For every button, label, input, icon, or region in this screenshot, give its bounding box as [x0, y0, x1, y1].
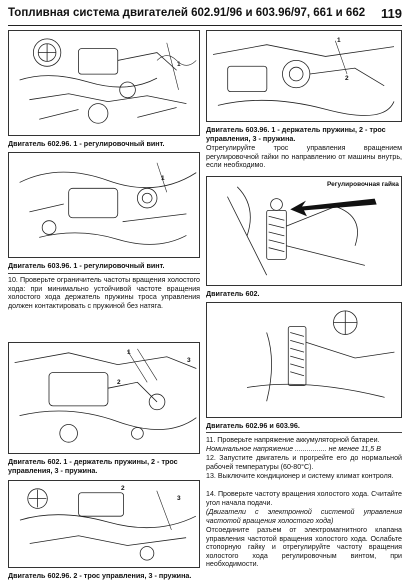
- divider: [8, 273, 200, 274]
- figure-engine-602-96-spring: [8, 480, 200, 568]
- fig5-caption: Двигатель 603.96. 1 - держатель пружины, 2 - трос управления, 3 - пружина.: [206, 125, 386, 143]
- step-13-text: 13. Выключите кондиционер и систему климат контроля.: [206, 472, 394, 480]
- fig6-caption: Двигатель 602.: [206, 289, 260, 298]
- step-14-rest: Отсоедините разъем от электромагнитного клапана управления частотой вращения холостого хода. Ослабьте стопорную гайку и отрегулируйте частоту вращения холостого хода регулировочным винтом, при необходимости.: [206, 526, 402, 569]
- step-11-text: 11. Проверьте напряжение аккумуляторной батареи.: [206, 436, 380, 444]
- figure-engine-603-96-screw: [8, 152, 200, 258]
- step-11-voltage: Номинальное напряжение ................ не менее 11,5 В: [206, 445, 381, 453]
- divider: [206, 432, 402, 433]
- engine-drawing: [9, 343, 199, 453]
- fig5-label-1: 1: [337, 37, 341, 44]
- step-12-text: 12. Запустите двигатель и прогрейте его до нормальной рабочей температуры (60-80°С).: [206, 454, 402, 471]
- callout-arrow-icon: [290, 199, 376, 217]
- fig3-label-1: 1: [127, 349, 131, 356]
- page-title: Топливная система двигателей 602.91/96 и 603.96/97, 661 и 662: [8, 7, 366, 19]
- fig4-label-2: 2: [121, 485, 125, 492]
- fig1-label-1: 1: [177, 61, 181, 68]
- step-14-italic: (Двигатели с электронной системой управления частотой вращения холостого хода): [206, 508, 402, 525]
- page-header: [8, 4, 402, 26]
- fig4-label-3: 3: [177, 495, 181, 502]
- fig2-caption: Двигатель 603.96. 1 - регулировочный винт.: [8, 261, 165, 270]
- figure-engine-603-96-spring: [206, 30, 402, 122]
- engine-drawing: [207, 303, 401, 417]
- engine-drawing: [207, 177, 401, 285]
- figure-engine-602-96-screw: [8, 30, 200, 136]
- fig3-label-3: 3: [187, 357, 191, 364]
- step-10-text: 10. Проверьте ограничитель частоты вращения холостого хода: при минимально устойчивой частоте вращения холостого хода держатель пружины троса управления должен контактировать с пружиной без натяга.: [8, 276, 200, 310]
- fig6-callout: Регулировочная гайка: [327, 181, 399, 188]
- figure-engine-602-nut: [206, 176, 402, 286]
- step-14-text: 14. Проверьте частоту вращения холостого хода. Считайте угол начала подачи.: [206, 490, 402, 507]
- fig4-caption: Двигатель 602.96. 2 - трос управления, 3 - пружина.: [8, 571, 192, 580]
- figure-engine-602-spring: [8, 342, 200, 454]
- fig5-label-2: 2: [345, 75, 349, 82]
- figure-engine-602-96-603-96: [206, 302, 402, 418]
- engine-drawing: [9, 153, 199, 257]
- fig3-label-2: 2: [117, 379, 121, 386]
- fig5-adjust-text: Отрегулируйте трос управления вращением регулировочной гайки по направлению от машины внутрь, если необходимо.: [206, 144, 402, 170]
- fig1-caption: Двигатель 602.96. 1 - регулировочный винт.: [8, 139, 165, 148]
- fig3-caption: Двигатель 602. 1 - держатель пружины, 2 - трос управления, 3 - пружина.: [8, 457, 178, 475]
- engine-drawing: [9, 481, 199, 567]
- engine-drawing: [207, 31, 401, 121]
- fig2-label-1: 1: [161, 175, 165, 182]
- engine-drawing: [9, 31, 199, 135]
- fig7-caption: Двигатель 602.96 и 603.96.: [206, 421, 300, 430]
- page-number: 119: [381, 6, 402, 21]
